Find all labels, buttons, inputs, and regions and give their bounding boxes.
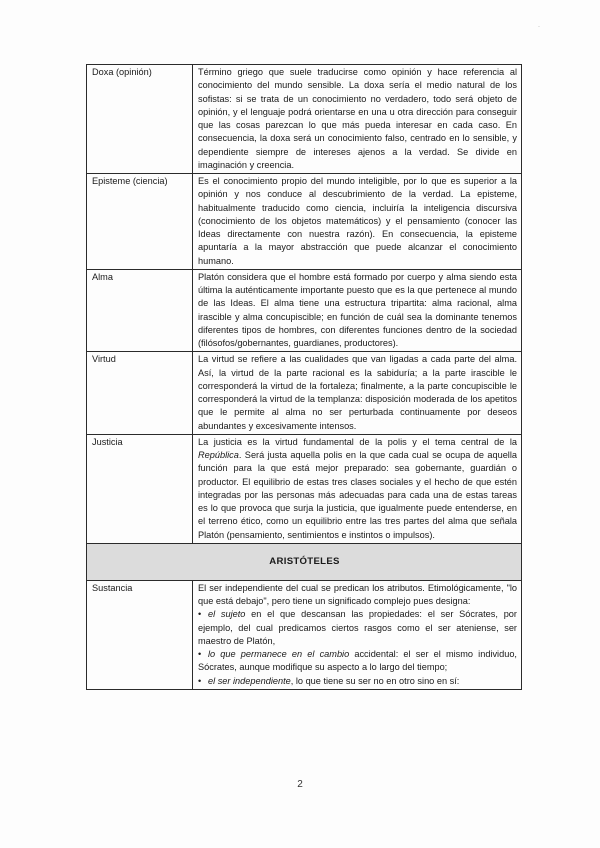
section-header-row bbox=[87, 543, 522, 580]
definition-cell bbox=[193, 580, 522, 689]
definition-cell: Platón considera que el hombre está formado por cuerpo y alma siendo esta última la auténticamente importante puesto que es la que pertenece al mundo de las Ideas. El alma tiene una estructura tripartita: alma racional, alma irascible y alma concupiscible; en función de cuál sea la dominante tenemos diferentes tipos de hombres, con diferentes funciones dentro de la sociedad (filósofos/gobernantes, guardianes, productores). bbox=[193, 269, 522, 352]
glossary-table bbox=[86, 64, 522, 690]
definition-cell: Término griego que suele traducirse como opinión y hace referencia al conocimiento del mundo sensible. La doxa sería el medio natural de los sofistas: si se trata de un conocimiento no verdadero, todo será objeto de opinión, y el lenguaje podrá orientarse en una u otra dirección para conseguir que las cosas parezcan lo que más pueda interesar en cada caso. En consecuencia, la doxa será un conocimiento falso, centrado en lo sensible, y dependiente siempre de intereses ajenos a la verdad. Se divide en imaginación y creencia. bbox=[193, 65, 522, 174]
emphasis: el sujeto bbox=[208, 609, 246, 620]
table-row bbox=[87, 269, 522, 352]
definition-text: La justicia es la virtud fundamental de la polis y el tema central de la bbox=[198, 436, 517, 447]
definition-text: El ser independiente del cual se predican los atributos. Etimológicamente, "lo que está debajo", pero tiene un significado complejo pues designa: bbox=[198, 582, 517, 606]
list-item bbox=[198, 608, 517, 648]
term-cell: Virtud bbox=[87, 352, 193, 435]
emphasis: lo que permanece en el cambio bbox=[208, 649, 350, 659]
scan-mark: · bbox=[538, 24, 540, 30]
list-item bbox=[198, 675, 517, 688]
table-row bbox=[87, 65, 522, 174]
definition-text: . Será justa aquella polis en la que cada cual se ocupa de aquella función para la que está mejor preparado: sea gobernante, guardián o productor. El equilibrio de estas tres clases sociales y el hecho de que estén integradas por las personas más adecuadas para cada una de estas tareas es lo que provoca que surja la justicia, que igualmente puede entenderse, en el terreno ético, como un equilibrio entre las tres partes del alma que señala Platón (pensamiento, sentimientos e instintos o impulsos). bbox=[198, 450, 517, 540]
section-title: ARISTÓTELES bbox=[87, 543, 522, 580]
bullet-icon: • bbox=[198, 649, 202, 659]
bullet-icon: • bbox=[198, 675, 202, 686]
page-number: 2 bbox=[297, 779, 303, 790]
list-item-text: accidental: el ser el mismo individuo, Sócrates, aunque modifique su aspecto a lo largo del tiempo; bbox=[198, 649, 517, 673]
definition-cell: La virtud se refiere a las cualidades que van ligadas a cada parte del alma. Así, la virtud de la parte racional es la sabiduría; a la parte irascible le corresponderá la virtud de la fortaleza; finalmente, a la parte concupiscible le corresponderá la virtud de la templanza: disposición moderada de los apetitos que le permite al alma no ser perturbada continuamente por deseos abundantes y excesivamente intensos. bbox=[193, 352, 522, 435]
term-cell: Justicia bbox=[87, 434, 193, 543]
definition-cell bbox=[193, 434, 522, 543]
term-cell: Episteme (ciencia) bbox=[87, 174, 193, 270]
term-cell: Alma bbox=[87, 269, 193, 352]
table-row bbox=[87, 352, 522, 435]
table-row bbox=[87, 174, 522, 270]
emphasis: el ser independiente bbox=[208, 675, 291, 686]
table-row bbox=[87, 434, 522, 543]
list-item bbox=[198, 648, 517, 675]
term-cell: Sustancia bbox=[87, 580, 193, 689]
book-title: República bbox=[198, 450, 239, 460]
table-row bbox=[87, 580, 522, 689]
bullet-icon: • bbox=[198, 609, 202, 620]
list-item-text: , lo que tiene su ser no en otro sino en sí: bbox=[290, 675, 460, 686]
definition-cell: Es el conocimiento propio del mundo inteligible, por lo que es superior a la opinión y nos conduce al descubrimiento de la verdad. La episteme, habitualmente traducido como ciencia, incluiría la inteligencia discursiva (conocimiento de los objetos matemáticos) y el pensamiento (conocer las Ideas directamente con nuestra razón). En consecuencia, la episteme apuntaría a la mayor abstracción que puede alcanzar el conocimiento humano. bbox=[193, 174, 522, 270]
term-cell: Doxa (opinión) bbox=[87, 65, 193, 174]
list-item-text: en el que descansan las propiedades: el ser Sócrates, por ejemplo, del cual predicamos ciertos rasgos como el ser ateniense, ser maestro de Platón, bbox=[198, 609, 517, 646]
